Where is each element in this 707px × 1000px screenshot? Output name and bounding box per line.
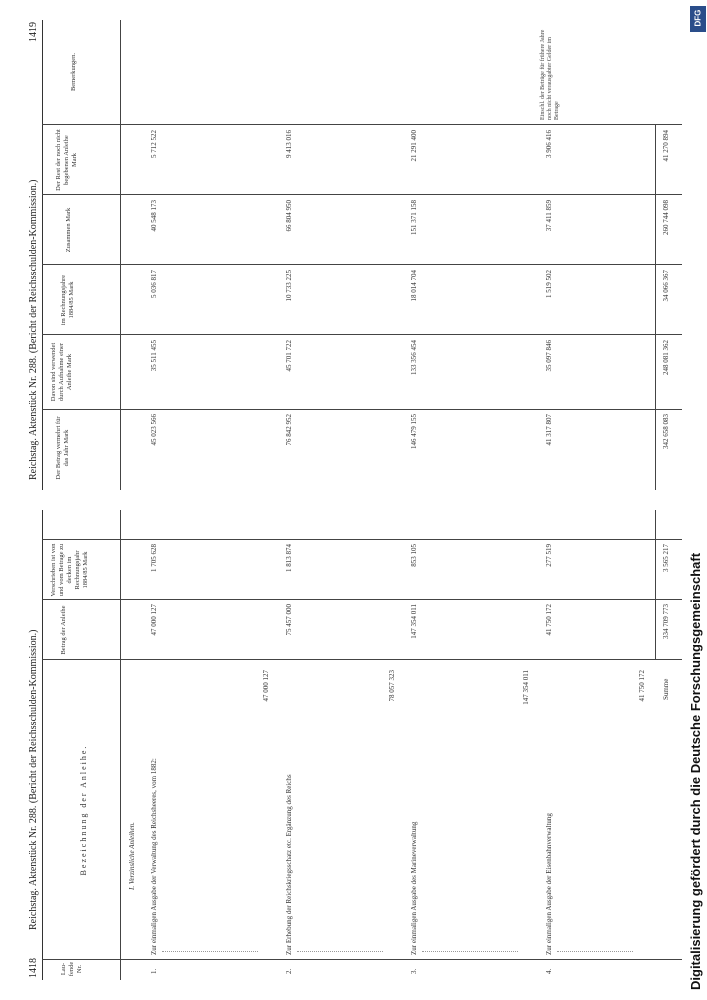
col-divider (42, 124, 682, 125)
section-title: I. Verzinsliche Anleihen. (128, 822, 136, 890)
col-divider (42, 959, 682, 960)
row-2-c6: 45 701 722 (285, 340, 293, 372)
col-header-used: Davon sind verwendet durch Aufnahme einer Anleihe Mark (50, 342, 73, 402)
row-2-c8: 66 804 950 (285, 200, 293, 232)
dfg-logo-text: DFG (693, 9, 703, 27)
col-header-remarks: Bemerkungen. (70, 52, 77, 92)
group-number: 3. (410, 968, 418, 974)
group-detail-lines (557, 671, 633, 952)
group-detail-lines (297, 671, 383, 952)
dfg-logo (690, 6, 706, 32)
group-deduction: 853 105 (410, 544, 418, 567)
group-detail-lines (422, 671, 518, 952)
row-4-c8: 37 411 859 (545, 200, 553, 232)
row-2-c5: 76 842 952 (285, 414, 293, 446)
row-4-c7: 1 519 502 (545, 270, 553, 298)
total-label: Summe (662, 678, 670, 700)
col-divider (42, 334, 682, 335)
col-header-amount: Betrag der Anleihe (60, 605, 67, 655)
row-2-c7: 10 733 225 (285, 270, 293, 302)
total-rule (655, 510, 656, 660)
row-4-c5: 41 317 807 (545, 414, 553, 446)
col-header-total: Zusammen Mark (65, 207, 72, 253)
group-title: Zur einmaligen Ausgabe der Eisenbahnverwaltung (545, 813, 553, 955)
col-header-no: Lau-fende Nr. (60, 961, 83, 977)
group-amount: 47 000 127 (150, 604, 158, 636)
total-c8: 260 744 098 (662, 200, 670, 235)
row-2-c9: 9 413 016 (285, 130, 293, 158)
col-divider (42, 659, 682, 660)
group-amount: 41 750 172 (545, 604, 553, 636)
row-4-remark: Einschl. der Beträge für frühere Jahre noch nicht verausgabter Gelder im Betrage (540, 29, 560, 120)
group-title: Zur einmaligen Ausgabe des Marineverwaltung (410, 821, 418, 955)
total-deduction: 3 565 217 (662, 544, 670, 572)
row-3-c7: 18 014 704 (410, 270, 418, 302)
running-head-left: Reichstag. Aktenstück Nr. 288. (Bericht der Reichsschulden-Kommission.) (28, 629, 39, 930)
left-page (0, 500, 707, 1000)
group-amount: 147 354 011 (410, 604, 418, 639)
row-1-c5: 45 023 566 (150, 414, 158, 446)
col-header-increase: Der Betrag vermehrt für das Jahr Mark (55, 416, 70, 480)
header-rule (120, 510, 121, 980)
group-sum: 41 750 172 (638, 670, 646, 702)
row-1-c9: 5 712 522 (150, 130, 158, 158)
total-c5: 342 658 083 (662, 414, 670, 449)
running-head-right: Reichstag. Aktenstück Nr. 288. (Bericht der Reichsschulden-Kommission.) (28, 179, 39, 480)
total-c9: 41 270 894 (662, 130, 670, 162)
row-3-c5: 146 479 155 (410, 414, 418, 449)
group-sum: 147 354 011 (522, 670, 530, 705)
row-3-c9: 21 291 400 (410, 130, 418, 162)
group-number: 4. (545, 968, 553, 974)
head-rule-right (42, 20, 43, 490)
col-header-rest: Der Rest der noch nicht begebenen Anleihe Mark (55, 129, 78, 191)
total-rule (655, 125, 656, 490)
col-divider (42, 409, 682, 410)
group-deduction: 1 813 874 (285, 544, 293, 572)
total-c6: 248 081 362 (662, 340, 670, 375)
group-number: 1. (150, 968, 158, 974)
group-number: 2. (285, 968, 293, 974)
row-1-c8: 40 548 173 (150, 200, 158, 232)
dfg-sidebar (680, 0, 707, 1000)
col-divider (42, 599, 682, 600)
group-sum: 78 057 323 (388, 670, 396, 702)
col-header-deduction: Verschrieben ist von und vom Betrage zu decken im Rechnungsjahr 1884/85 Mark (50, 543, 89, 597)
group-detail-lines (162, 671, 258, 952)
row-4-c9: 3 906 416 (545, 130, 553, 158)
col-header-name: Bezeichnung der Anleihe. (79, 744, 88, 876)
total-amount: 334 709 773 (662, 604, 670, 639)
group-deduction: 1 705 628 (150, 544, 158, 572)
head-rule-left (42, 510, 43, 980)
group-title: Zur einmaligen Ausgabe der Verwaltung des Reichsheeres, vom 1882: (150, 758, 158, 955)
total-c7: 34 066 367 (662, 270, 670, 302)
page-number-left: 1418 (28, 958, 39, 978)
funding-notice: Digitalisierung gefördert durch die Deutsche Forschungsgemeinschaft (688, 552, 703, 990)
group-title: Zur Erhebung der Reichskriegsschatz etc. Ergänzung des Reichs (285, 774, 293, 955)
row-1-c7: 5 036 817 (150, 270, 158, 298)
header-rule (120, 20, 121, 490)
group-sum: 47 000 127 (262, 670, 270, 702)
col-header-year: im Rechnungsjahre 1884/85 Mark (60, 274, 75, 326)
group-deduction: 277 519 (545, 544, 553, 567)
row-4-c6: 35 097 846 (545, 340, 553, 372)
page-number-right: 1419 (28, 22, 39, 42)
col-divider (42, 194, 682, 195)
group-amount: 75 457 000 (285, 604, 293, 636)
row-3-c8: 151 371 158 (410, 200, 418, 235)
row-1-c6: 35 511 455 (150, 340, 158, 372)
row-3-c6: 133 356 454 (410, 340, 418, 375)
col-divider (42, 264, 682, 265)
col-divider (42, 539, 682, 540)
